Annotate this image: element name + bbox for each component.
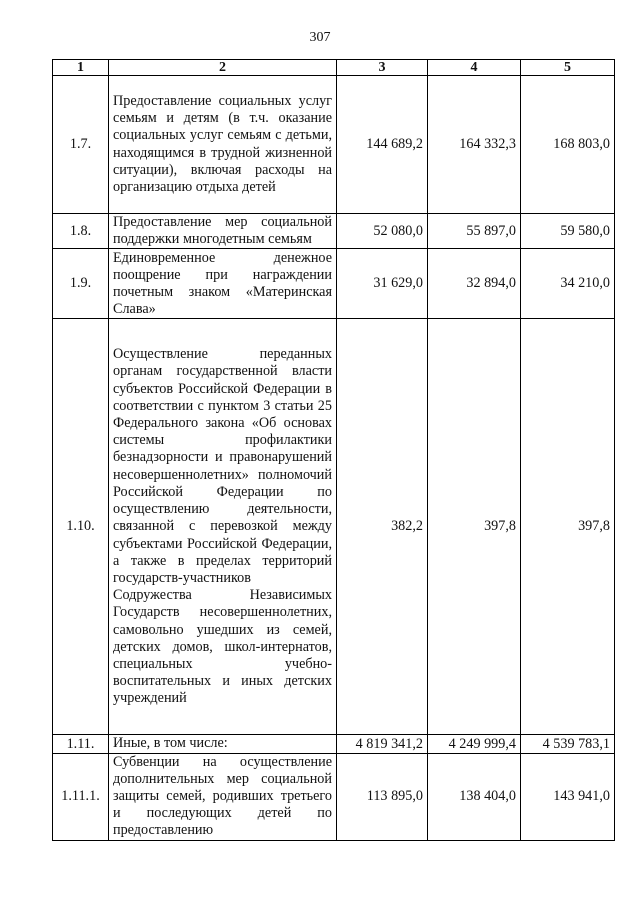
table-row [53, 249, 615, 319]
value-col-3: 144 689,2 [337, 76, 428, 214]
value-col-4: 32 894,0 [428, 249, 521, 319]
value-col-5: 59 580,0 [521, 214, 615, 249]
row-number: 1.9. [53, 249, 109, 319]
value-col-3: 31 629,0 [337, 249, 428, 319]
value-col-4: 138 404,0 [428, 753, 521, 840]
row-description: Предоставление социальных услуг семьям и детям (в т.ч. оказание социальных услуг семьям с детьми, находящимся в трудной жизненной ситуации), включая расходы на организацию отдыха детей [109, 76, 337, 214]
header-col-1: 1 [53, 60, 109, 76]
value-col-3: 4 819 341,2 [337, 735, 428, 753]
row-description: Иные, в том числе: [109, 735, 337, 753]
table-row [53, 76, 615, 214]
value-col-5: 168 803,0 [521, 76, 615, 214]
row-number: 1.11. [53, 735, 109, 753]
row-description: Единовременное денежное поощрение при награждении почетным знаком «Материнская Слава» [109, 249, 337, 319]
value-col-5: 397,8 [521, 319, 615, 735]
value-col-5: 143 941,0 [521, 753, 615, 840]
value-col-4: 164 332,3 [428, 76, 521, 214]
page-number: 307 [309, 30, 331, 45]
table-row [53, 735, 615, 753]
value-col-4: 397,8 [428, 319, 521, 735]
row-description: Осуществление переданных органам государственной власти субъектов Российской Федерации в соответствии с пунктом 3 статьи 25 Федерального закона «Об основах системы профилактики безнадзорности и правонарушений несовершеннолетних» полномочий Российской Федерации по осуществлению деятельности, связанной с перевозкой между субъектами Российской Федерации, а также в пределах территорий государств-участников Содружества Независимых Государств несовершеннолетних, самовольно ушедших из семей, детских домов, школ-интернатов, специальных учебно-воспитательных и иных детских учреждений [109, 319, 337, 735]
value-col-3: 52 080,0 [337, 214, 428, 249]
header-col-3: 3 [337, 60, 428, 76]
table-row [53, 753, 615, 840]
value-col-3: 382,2 [337, 319, 428, 735]
header-col-4: 4 [428, 60, 521, 76]
row-number: 1.11.1. [53, 753, 109, 840]
header-col-5: 5 [521, 60, 615, 76]
value-col-4: 4 249 999,4 [428, 735, 521, 753]
table-row [53, 319, 615, 735]
row-description: Субвенции на осуществление дополнительных мер социальной защиты семей, родивших третьего и последующих детей по предоставлению [109, 753, 337, 840]
row-number: 1.10. [53, 319, 109, 735]
header-col-2: 2 [109, 60, 337, 76]
row-number: 1.7. [53, 76, 109, 214]
table-row [53, 214, 615, 249]
value-col-4: 55 897,0 [428, 214, 521, 249]
value-col-5: 4 539 783,1 [521, 735, 615, 753]
row-description: Предоставление мер социальной поддержки многодетным семьям [109, 214, 337, 249]
value-col-5: 34 210,0 [521, 249, 615, 319]
budget-table [52, 59, 615, 841]
row-number: 1.8. [53, 214, 109, 249]
table-header-row [53, 60, 615, 76]
value-col-3: 113 895,0 [337, 753, 428, 840]
